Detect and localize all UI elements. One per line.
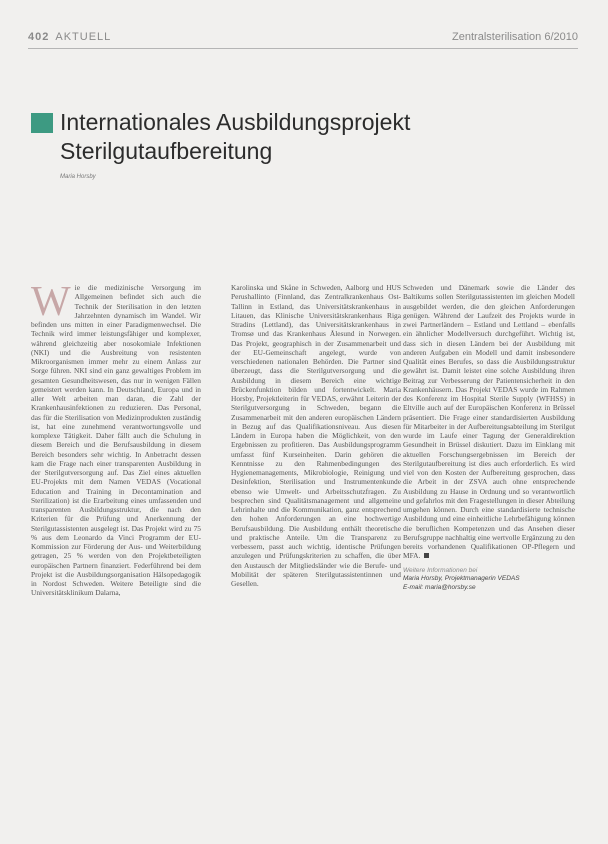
end-mark [424, 553, 429, 558]
header-rule [28, 48, 578, 49]
header-left [28, 31, 111, 43]
contact-block [403, 567, 575, 593]
column-1-text: ie die medizinische Versorgung im Allgemeinen befindet sich auch die Technik der Sterilisation in den letzten Jahrzehnten dynamisch im Wandel. Wir befinden uns mitten in einer Paradigmenwechsel. Die Technik wird immer leistungsfähiger und komplexer, während gleichzeitig aber nosokomiale Infektionen (NKI) und die Ausbreitung von resistenten Mikroorganismen immer mehr zu einem Anlass zur Sorge führen. NKI sind ein ganz gewaltiges Problem im gesamten Gesundheitswesen, das nur in wenigen Fällen gemeistert werden kann. In Deutschland, Europa und in aller Welt arbeiten man daran, die Zahl der Krankenhausinfektionen zu reduzieren. Das Personal, das für die Sterilisation von Medizinprodukten zuständig ist, hat eine zunehmend verantwortungsvolle und komplexe Tätigkeit. Daher fällt auch die Schulung in diesem Bereich und die Berufsausbildung in diesem Bereich besonders sehr wichtig. In Anbetracht dessen kam die Frage nach einer transparenten Ausbildung in der Sterilgutversorgung auf. Das Ziel eines aktuellen EU-Projekts mit dem Namen VEDAS (Vocational Education and Training in Decontamination and Sterilization) ist die Erarbeitung eines umfassenden und transparenten Ausbildungsstruktur, die nach den Kriterien für die Prüfung und Anerkennung der Sterilgutassistenten ausgelegt ist. Das Projekt wird zu 75 % aus dem Leonardo da Vinci Programm der EU-Kommission zur Förderung der Aus- und Weiterbildung getragen, 25 % werden von den Projektbeteiligten europäischen Partnern finanziert. Federführend bei dem Projekt ist die Ausbildungsorganisation Hälsopedagogik in Nordost Schweden. Weitere Beteiligte sind die Universitätsklinikum Dalarna, [31, 283, 201, 598]
article-author: Maria Horsby [60, 174, 96, 180]
page-number: 402 [28, 31, 50, 43]
article-column-2 [231, 283, 401, 803]
issue-label: Zentralsterilisation 6/2010 [452, 31, 578, 43]
contact-name: Maria Horsby, Projektmanagerin VEDAS [403, 575, 520, 582]
column-3-body: Schweden und Dänemark sowie die Länder des Baltikums sollen Sterilgutassistenten im gleichen Modell ausgebildet werden, die den gleichen Anforderungen genügen. Während der Laufzeit des Projekts wurde in zwei Partnerländern – Estland und Lettland – ebenfalls ein ähnlicher Modellversuch durchgeführt. Wichtig ist, dass sich in diesen Ländern bei der Ausbildung mit anderen Aufgaben ein Modell und damit insbesondere Qualität eines Berufes, so dass die Ausbildungsstruktur gewährt ist. Damit leistet eine solche Ausbildung ihren Beitrag zur Verbesserung der Patientensicherheit in den Krankenhäusern. Das Projekt VEDAS wurde im Rahmen des Konferenz im Hospital Sterile Supply (WFHSS) in Eltville auch auf der Europäischen Konferenz in Brüssel präsentiert. Die Frage einer standardisierten Ausbildung für Mitarbeiter in der Aufbereitungsabteilung im Sterilgut wurde im Laufe einer Tagung der Generaldirektion Gesundheit in Brüssel diskutiert. Dazu im Einklang mit aktuellen Forschungsergebnissen im Bereich der Sterilgutaufbereitung ist dies auch erforderlich. Es wird viel von den Kosten der Aufbereitung gesprochen, dass die Arbeit in der ZSVA auch ohne entsprechende Ausbildung zu Hause in Ordnung und so verantwortlich und gefahrlos mit den Fragestellungen in dieser Abteilung umgehen können. Durch eine standardisierte technische Ausbildung und eine einheitliche Lehrbefähigung können die beruflichen Kompetenzen und das Ansehen dieser Berufsgruppe nachhaltig eine wertvolle Ergänzung zu den bereits vorhandenen Qualifikationen OP-Pflegern und MFA. [403, 283, 575, 561]
page-header [28, 31, 578, 45]
column-2-text: Karolinska und Skåne in Schweden, Aalborg und HUS Perushallinto (Finnland, das Zentralkrankenhaus Ost-Tallinn in Estland, das Universitätskrankenhaus in Litauen, das Klinische Universitätskrankenhaus Riga Stradins (Lettland), das Universitätskrankenhaus in Tromsø und das Krankenhaus Ålesund in Norwegen. Das Projekt, geographisch in der Zusammenarbeit und der EU-Gemeinschaft angelegt, wurde von verschiedenen nationalen Behörden. Die Partner sind überzeugt, dass die Sterilgutversorgung und die Ausbildung in diesem Bereich eine wichtige Brückenfunktion bilden und fortentwickelt. Maria Horsby, Projektleiterin für VEDAS, erwähnt Leiterin der Sterilgutversorgung in Schweden, begann die Zusammenarbeit mit den anderen europäischen Ländern in Bezug auf das Qualifikationsniveau. Aus diesen Ländern in Europa haben die Möglichkeit, von den Ergebnissen zu profitieren. Das Ausbildungsprogramm umfasst fünf Kurseinheiten. Darin gehören die Kenntnisse zu den Rahmenbedingungen des Hygienemanagements, Mikrobiologie, Reinigung und Desinfektion, Sterilisation und Instrumentenkunde ebenso wie Umwelt- und Arbeitsschutzfragen. Zu besprechen sind Qualitätsmanagement und allgemeine Lehrinhalte und die Kommunikation, ganz entsprechend den hohen Anforderungen an eine hochwertige Berufsausbildung. Die Ausbildung enthält theoretische und praktische Anteile. Um die Transparenz zu verbessern, passt auch wichtig, identische Prüfungen anzulegen und Prüfungskriterien zu schaffen, die über den Austausch der Mitgliedsländer wie die Berufe- und Mobilität der späteren Sterilgutassistentinnen und Gesellen. [231, 283, 401, 588]
section-name: AKTUELL [55, 31, 112, 43]
column-3-text [403, 283, 575, 561]
title-accent-box [31, 113, 53, 133]
contact-label: Weitere Informationen bei [403, 566, 478, 574]
contact-email[interactable]: E-mail: maria@horsby.se [403, 583, 476, 591]
drop-cap: W [31, 283, 71, 325]
article-column-3 [403, 283, 575, 803]
article-title: Internationales Ausbildungsprojekt Sterilgutaufbereitung [60, 109, 411, 164]
article-column-1 [31, 283, 201, 803]
